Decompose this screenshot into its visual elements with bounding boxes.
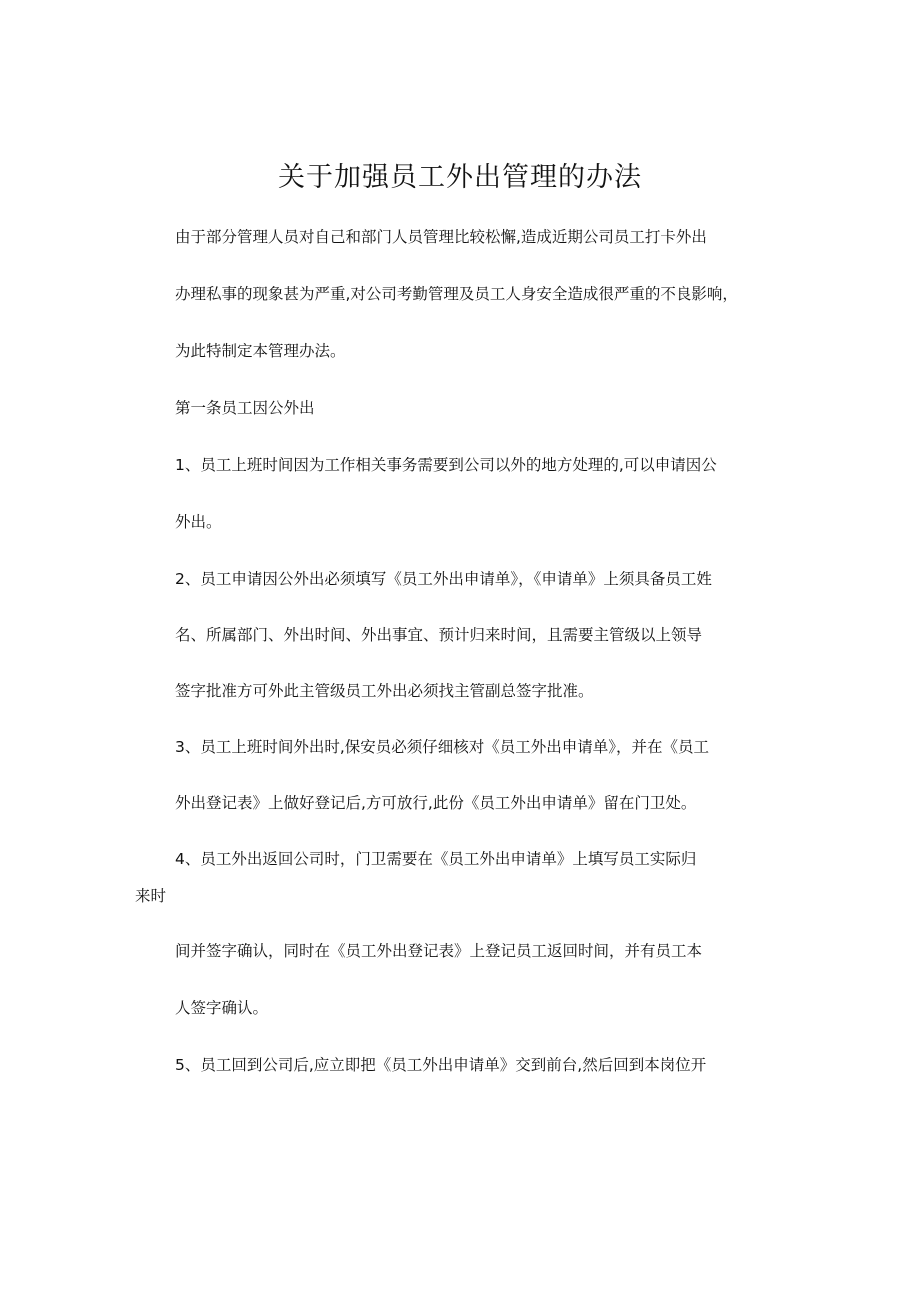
paragraph-line: 5、员工回到公司后,应立即把《员工外出申请单》交到前台,然后回到本岗位开 [175, 1056, 707, 1074]
paragraph-line: 1、员工上班时间因为工作相关事务需要到公司以外的地方处理的,可以申请因公 [175, 456, 717, 474]
paragraph-line: 3、员工上班时间外出时,保安员必须仔细核对《员工外出申请单》，并在《员工 [175, 738, 710, 756]
paragraph-line: 签字批准方可外此主管级员工外出必须找主管副总签字批准。 [175, 682, 594, 700]
document-title: 关于加强员工外出管理的办法 [278, 162, 642, 193]
paragraph-line: 来时 [135, 887, 167, 905]
paragraph-line: 4、员工外出返回公司时，门卫需要在《员工外出申请单》上填写员工实际归 [175, 850, 697, 868]
paragraph-line: 办理私事的现象甚为严重,对公司考勤管理及员工人身安全造成很严重的不良影响， [175, 285, 738, 303]
paragraph-line: 间并签字确认，同时在《员工外出登记表》上登记员工返回时间，并有员工本 [175, 942, 703, 960]
paragraph-line: 由于部分管理人员对自己和部门人员管理比较松懈,造成近期公司员工打卡外出 [175, 228, 707, 246]
paragraph-line: 人签字确认。 [175, 999, 269, 1017]
paragraph-line: 名、所属部门、外出时间、外出事宜、预计归来时间，且需要主管级以上领导 [175, 626, 703, 644]
paragraph-line: 2、员工申请因公外出必须填写《员工外出申请单》，《申请单》上须具备员工姓 [175, 570, 712, 588]
paragraph-line: 外出。 [175, 513, 222, 531]
paragraph-line: 为此特制定本管理办法。 [175, 342, 346, 360]
section-heading: 第一条员工因公外出 [175, 399, 315, 417]
paragraph-line: 外出登记表》上做好登记后,方可放行,此份《员工外出申请单》留在门卫处。 [175, 794, 697, 812]
